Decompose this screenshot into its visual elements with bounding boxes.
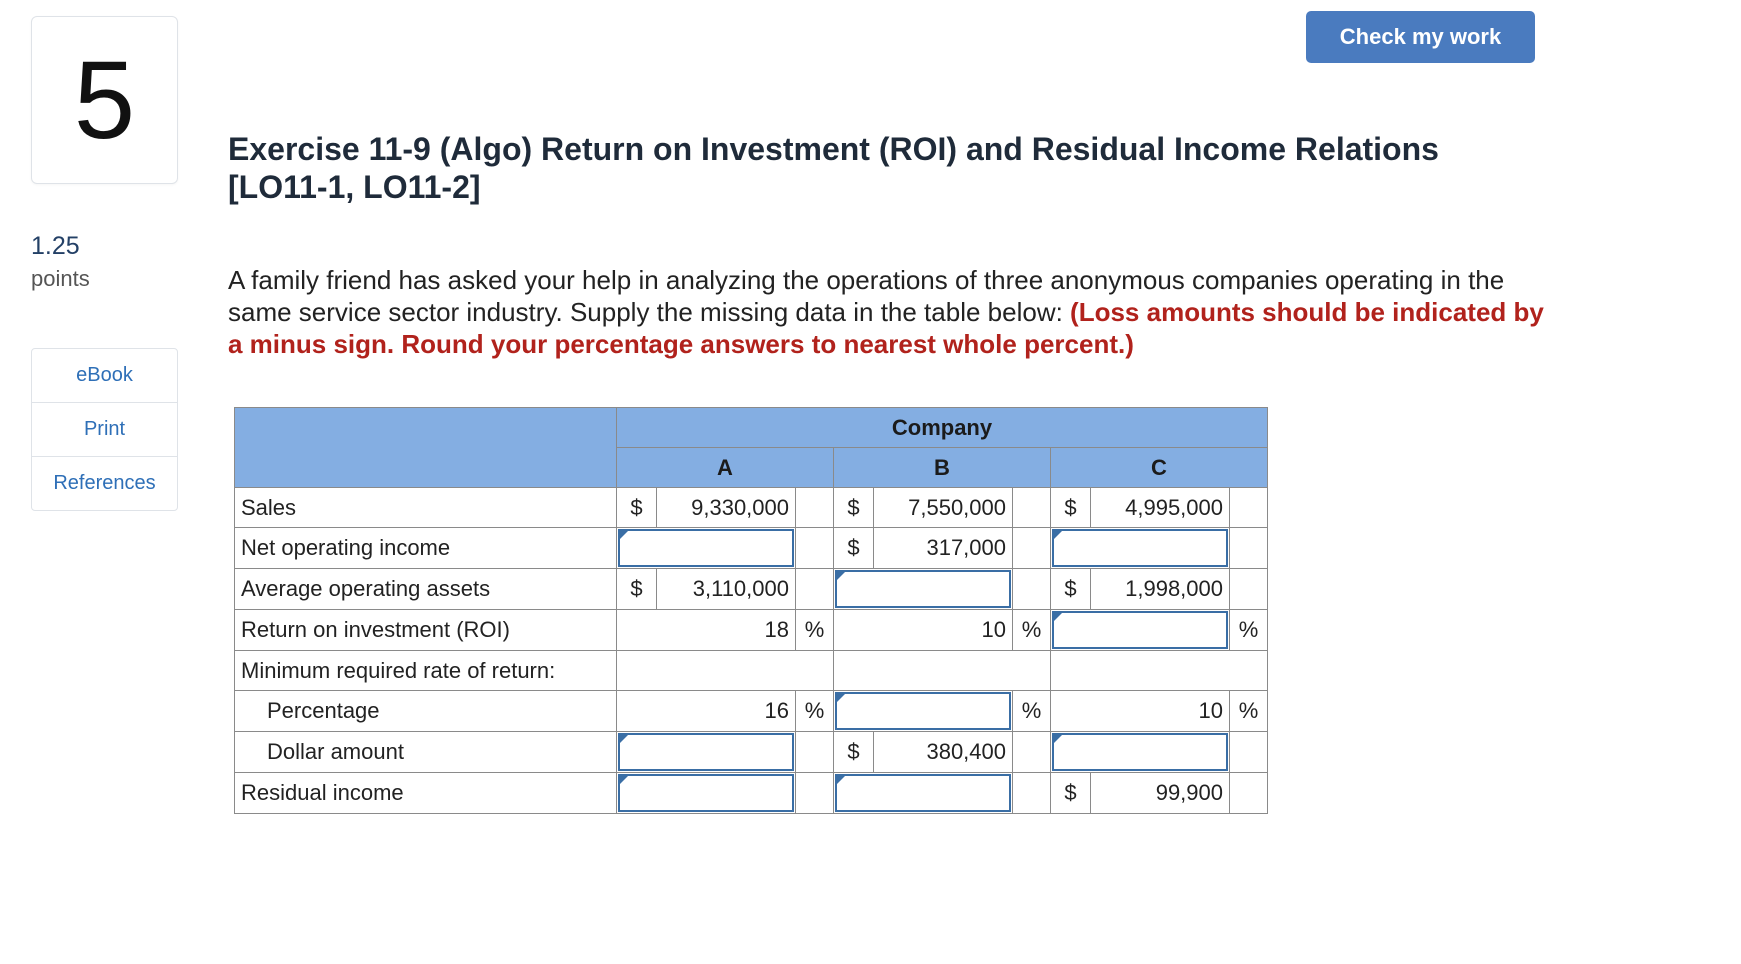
c-dollar-cell <box>1051 732 1230 773</box>
currency-symbol: $ <box>1051 569 1091 610</box>
empty-cell <box>1230 732 1268 773</box>
b-pct-input[interactable] <box>835 692 1011 730</box>
empty-cell <box>1230 773 1268 814</box>
instructions <box>228 264 1548 360</box>
a-residual-cell <box>617 773 796 814</box>
row-label-min-rate: Minimum required rate of return: <box>235 651 617 691</box>
empty-cell <box>1230 488 1268 528</box>
column-a-header: A <box>617 448 834 488</box>
c-noi-cell <box>1051 528 1230 569</box>
empty-cell <box>1013 773 1051 814</box>
percent-symbol: % <box>1013 610 1051 651</box>
c-roi-cell <box>1051 610 1230 651</box>
currency-symbol: $ <box>1051 773 1091 814</box>
empty-cell <box>1230 569 1268 610</box>
a-sales-value: 9,330,000 <box>657 488 796 528</box>
c-residual-value: 99,900 <box>1091 773 1230 814</box>
points-value: 1.25 <box>31 232 80 260</box>
empty-cell <box>796 773 834 814</box>
c-pct-value: 10 <box>1051 691 1230 732</box>
empty-cell <box>796 732 834 773</box>
empty-cell <box>1013 528 1051 569</box>
b-assets-cell <box>834 569 1013 610</box>
input-flag-icon <box>619 530 629 540</box>
empty-cell <box>1013 569 1051 610</box>
input-flag-icon <box>836 693 846 703</box>
empty-cell <box>1051 651 1268 691</box>
a-noi-cell <box>617 528 796 569</box>
empty-cell <box>796 569 834 610</box>
input-flag-icon <box>1053 734 1063 744</box>
print-link[interactable]: Print <box>32 403 177 457</box>
empty-cell <box>1230 528 1268 569</box>
input-flag-icon <box>836 571 846 581</box>
table-row <box>235 488 1268 528</box>
empty-cell <box>796 528 834 569</box>
a-dollar-input[interactable] <box>618 733 794 771</box>
question-number: 5 <box>31 16 178 184</box>
b-residual-input[interactable] <box>835 774 1011 812</box>
row-label-roi: Return on investment (ROI) <box>235 610 617 651</box>
instructions-text: A family friend has asked your help in analyzing the operations of three anonymous companies operating in the same service sector industry. Supply the missing data in the table below: <box>228 265 1505 327</box>
c-roi-input[interactable] <box>1052 611 1228 649</box>
empty-cell <box>796 488 834 528</box>
c-assets-value: 1,998,000 <box>1091 569 1230 610</box>
a-assets-value: 3,110,000 <box>657 569 796 610</box>
instructions-emphasis: (Loss amounts should be indicated by a minus sign. Round your percentage answers to nearest whole percent.) <box>228 297 1544 359</box>
resource-links <box>31 348 178 511</box>
b-assets-input[interactable] <box>835 570 1011 608</box>
b-dollar-value: 380,400 <box>874 732 1013 773</box>
c-noi-input[interactable] <box>1052 529 1228 567</box>
table-row <box>235 732 1268 773</box>
header-blank <box>235 408 617 488</box>
table-row <box>235 651 1268 691</box>
input-flag-icon <box>619 734 629 744</box>
table-row <box>235 691 1268 732</box>
table-row <box>235 610 1268 651</box>
empty-cell <box>617 651 834 691</box>
b-pct-cell <box>834 691 1013 732</box>
row-label-residual: Residual income <box>235 773 617 814</box>
empty-cell <box>834 651 1051 691</box>
column-c-header: C <box>1051 448 1268 488</box>
row-label-dollar: Dollar amount <box>235 732 617 773</box>
exercise-title: Exercise 11-9 (Algo) Return on Investment (ROI) and Residual Income Relations [LO11-1, LO11-2] <box>228 131 1439 205</box>
c-dollar-input[interactable] <box>1052 733 1228 771</box>
a-pct-value: 16 <box>617 691 796 732</box>
empty-cell <box>1013 732 1051 773</box>
currency-symbol: $ <box>617 488 657 528</box>
a-roi-value: 18 <box>617 610 796 651</box>
table-row <box>235 773 1268 814</box>
percent-symbol: % <box>1230 610 1268 651</box>
currency-symbol: $ <box>617 569 657 610</box>
input-flag-icon <box>1053 530 1063 540</box>
row-label-noi: Net operating income <box>235 528 617 569</box>
percent-symbol: % <box>796 610 834 651</box>
table-row <box>235 528 1268 569</box>
b-residual-cell <box>834 773 1013 814</box>
company-header: Company <box>617 408 1268 448</box>
ebook-link[interactable]: eBook <box>32 349 177 403</box>
references-link[interactable]: References <box>53 472 156 494</box>
b-roi-value: 10 <box>834 610 1013 651</box>
table-row <box>235 569 1268 610</box>
a-dollar-cell <box>617 732 796 773</box>
percent-symbol: % <box>1013 691 1051 732</box>
row-label-sales: Sales <box>235 488 617 528</box>
input-flag-icon <box>1053 612 1063 622</box>
data-table <box>234 407 1268 814</box>
row-label-percentage: Percentage <box>235 691 617 732</box>
column-b-header: B <box>834 448 1051 488</box>
percent-symbol: % <box>1230 691 1268 732</box>
b-noi-value: 317,000 <box>874 528 1013 569</box>
percent-symbol: % <box>796 691 834 732</box>
a-residual-input[interactable] <box>618 774 794 812</box>
c-sales-value: 4,995,000 <box>1091 488 1230 528</box>
currency-symbol: $ <box>1051 488 1091 528</box>
currency-symbol: $ <box>834 488 874 528</box>
b-sales-value: 7,550,000 <box>874 488 1013 528</box>
empty-cell <box>1013 488 1051 528</box>
a-noi-input[interactable] <box>618 529 794 567</box>
input-flag-icon <box>836 775 846 785</box>
input-flag-icon <box>619 775 629 785</box>
currency-symbol: $ <box>834 732 874 773</box>
currency-symbol: $ <box>834 528 874 569</box>
check-my-work-button[interactable]: Check my work <box>1306 11 1535 63</box>
points-label: points <box>31 266 90 291</box>
row-label-assets: Average operating assets <box>235 569 617 610</box>
